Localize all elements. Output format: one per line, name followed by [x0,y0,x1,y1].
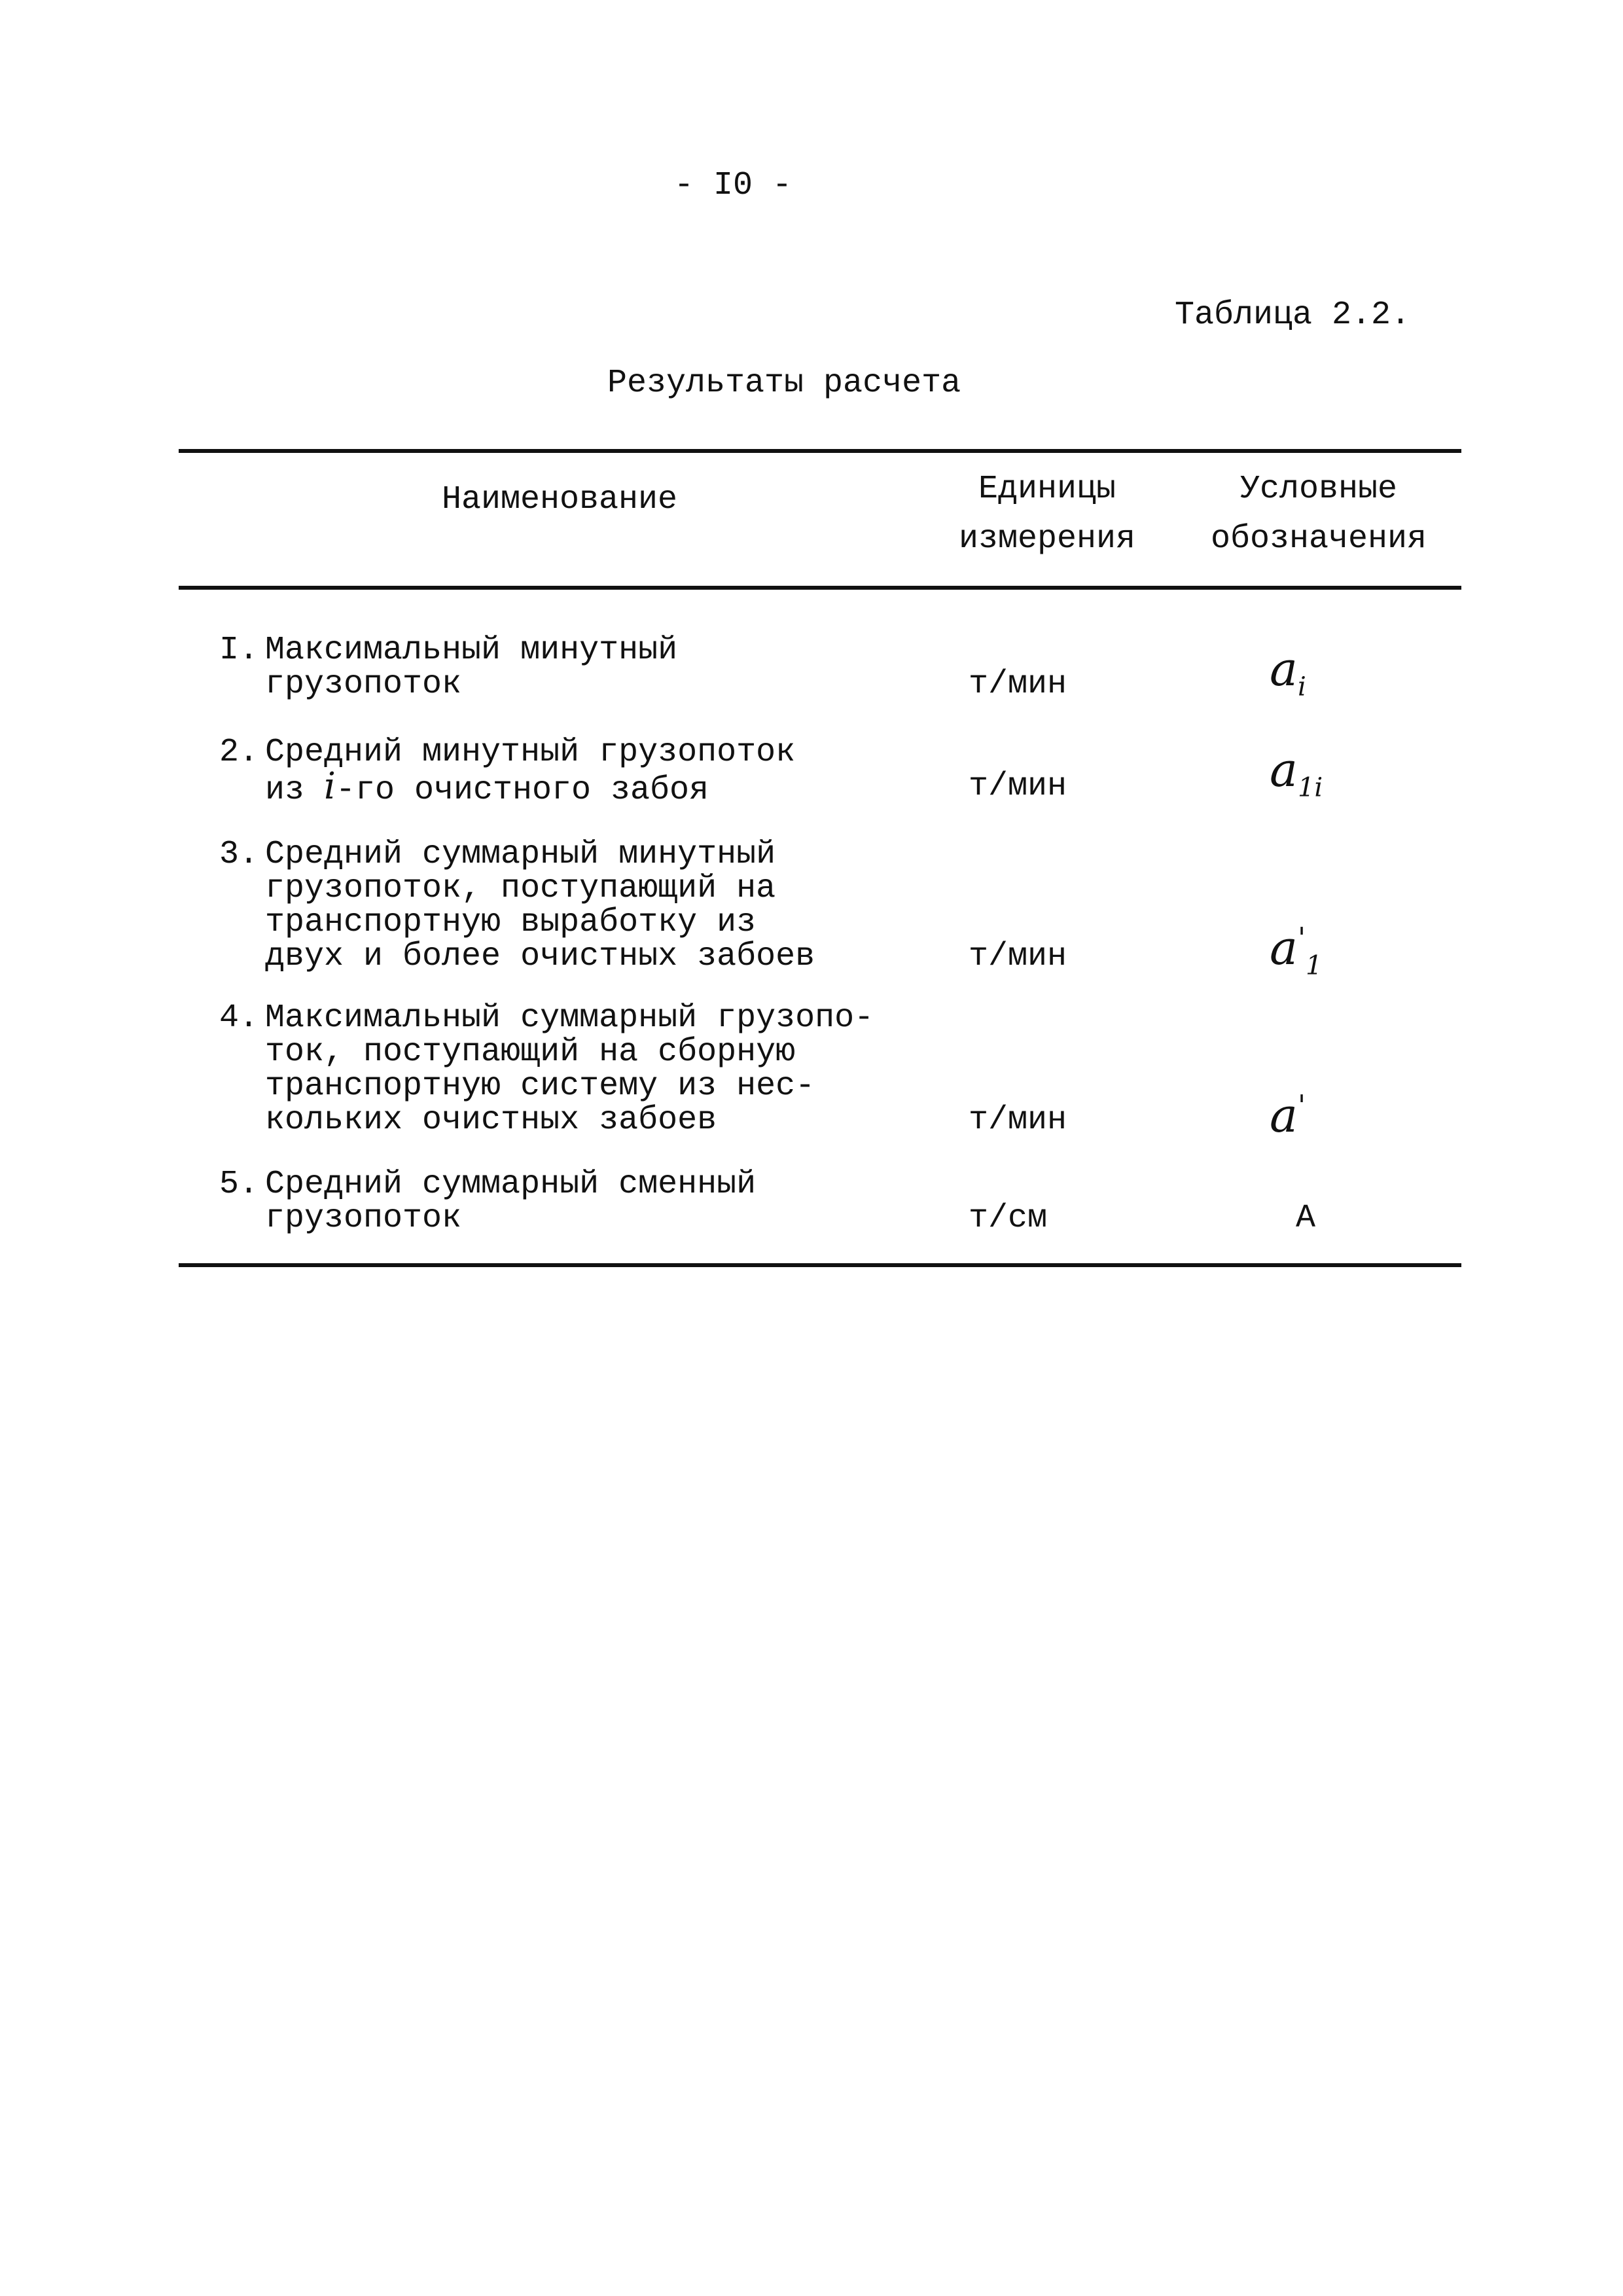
symbol-sup: ' [1297,922,1306,955]
header-units-line2: измерения [958,520,1136,558]
row-symbol [1270,1202,1446,1236]
row-symbol [1270,1088,1420,1143]
table-top-rule [179,449,1461,453]
header-symbols-line2: обозначения [1210,520,1427,558]
header-symbols [1194,465,1443,564]
row-text: Максимальный минутный грузопоток [265,632,678,703]
header-name: Наименование [442,481,678,518]
row-number: 5. [219,1166,259,1203]
row-text-post: -го очистного забоя [335,772,709,809]
table-label: Таблица 2.2. [1175,296,1411,334]
row-number: 4. [219,999,259,1037]
symbol-sub: 1 [1306,950,1323,981]
symbol-base: a [1270,1088,1298,1143]
row-unit: т/мин [969,768,1067,805]
symbol-base: a [1270,641,1298,696]
row-number: 3. [219,836,259,873]
row-text-var: i [324,765,336,808]
table-title: Результаты расчета [607,365,961,402]
symbol-sub: i [1297,672,1306,702]
symbol-sup: ' [1297,1089,1306,1122]
row-text: Средний суммарный минутный грузопоток, поступающий на транспортную выработку из двух и более очистных забоев [265,836,815,975]
symbol-sub: 1i [1297,772,1323,803]
header-units-line1: Единицы [978,471,1116,508]
symbol-base: a [1270,920,1298,975]
row-unit: т/мин [969,1102,1067,1139]
row-symbol [1270,641,1420,704]
row-unit: т/мин [969,938,1067,975]
row-symbol [1270,742,1420,804]
row-unit: т/мин [969,666,1067,703]
row-text: Максимальный суммарный грузопо- ток, поступающий на сборную транспортную систему из нес- кольких очистных забоев [265,999,874,1139]
row-text-pre: Средний минутный грузопоток из [265,734,796,809]
page-number: - I0 - [674,167,793,204]
row-text [265,736,795,808]
row-number: I. [219,632,259,669]
header-units [929,465,1165,564]
table-header-rule [179,586,1461,590]
symbol-base: A [1296,1200,1316,1237]
header-symbols-line1: Условные [1240,471,1398,508]
row-text: Средний суммарный сменный грузопоток [265,1166,757,1237]
symbol-base: a [1270,742,1298,797]
row-unit: т/см [969,1200,1048,1237]
table-bottom-rule [179,1263,1461,1267]
row-symbol [1270,922,1420,982]
row-number: 2. [219,734,259,771]
